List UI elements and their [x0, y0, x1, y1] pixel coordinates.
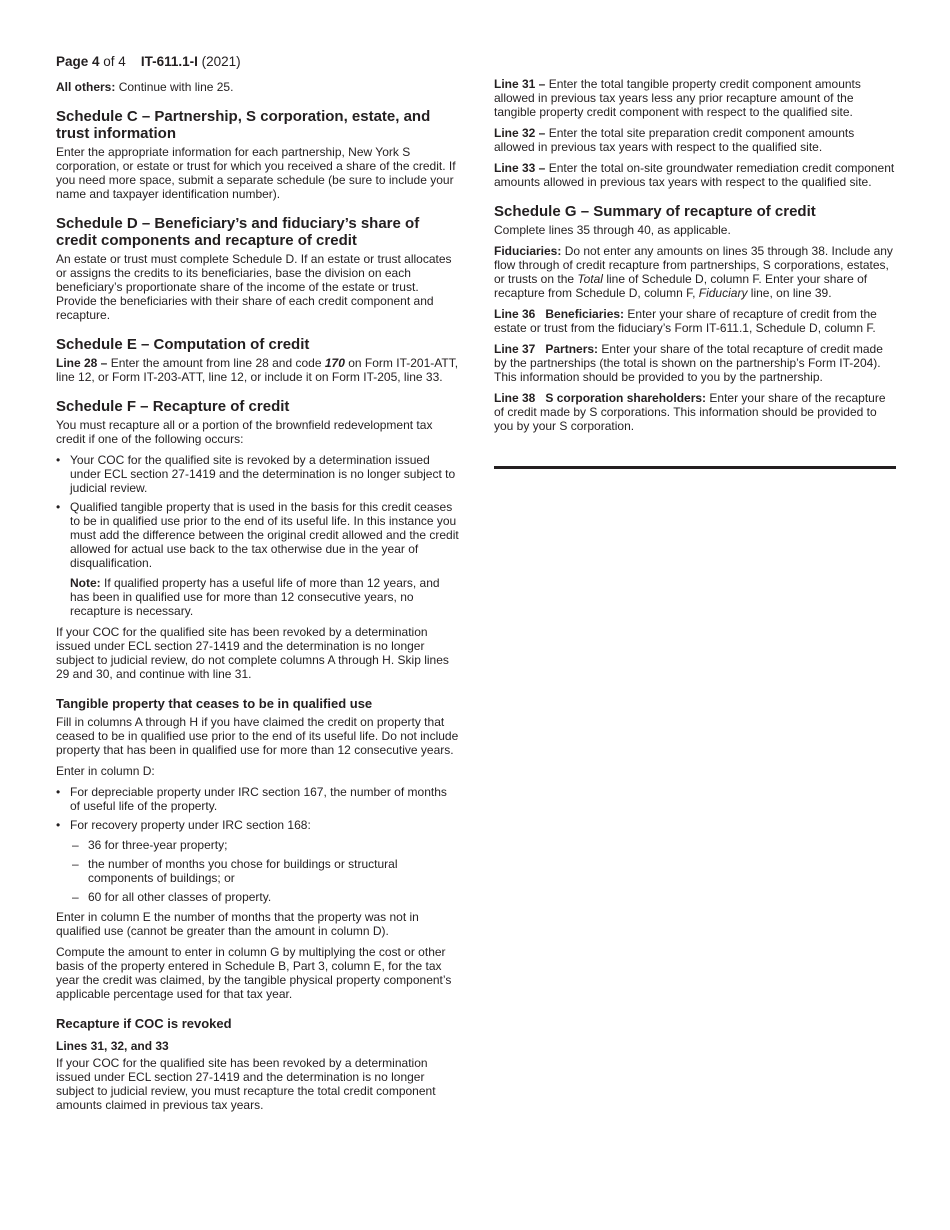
- line-28-para: Line 28 – Enter the amount from line 28 and code 170 on Form IT-201-ATT, line 12, or Form IT-203-ATT, line 12, or include it on Form IT-205, line 33.: [56, 356, 459, 384]
- page-header: [56, 54, 241, 69]
- schedule-g-heading: Schedule G – Summary of recapture of credit: [494, 203, 816, 220]
- column-d-intro: Enter in column D:: [56, 764, 155, 778]
- schedule-f-intro: You must recapture all or a portion of the brownfield redevelopment tax credit if one of the following occurs:: [56, 418, 433, 446]
- schedule-c-heading: Schedule C – Partnership, S corporation, estate, and trust information: [56, 108, 431, 142]
- line-33-para: Line 33 – Enter the total on-site groundwater remediation credit component amounts allowed in previous tax years with respect to the qualified site.: [494, 161, 895, 189]
- form-number: IT-611.1-I: [140, 54, 198, 69]
- revoked-para: If your COC for the qualified site has been revoked by a determination issued under ECL section 27-1419 and the determination is no longer subject to judicial review, do not complete columns A through H. Skip lines 29 and 30, and continue with line 31.: [56, 625, 449, 681]
- schedule-e-heading: Schedule E – Computation of credit: [56, 336, 310, 353]
- column-e-text: Enter in column E the number of months that the property was not in qualified use (cannot be greater than the amount in column D).: [56, 910, 419, 938]
- tangible-heading: Tangible property that ceases to be in qualified use: [56, 696, 373, 711]
- schedule-d-text: An estate or trust must complete Schedule D. If an estate or trust allocates or assigns the credits to its beneficiaries, base the division on each beneficiary’s proportionate share of the income of the estate or trust. Provide the beneficiaries with their share of each credit component and recapture.: [56, 252, 452, 322]
- line-36-para: Line 36 Beneficiaries: Enter your share of recapture of credit from the estate or trust from the fiduciary’s Form IT-611.1, Schedule D, column F.: [494, 307, 877, 335]
- right-column: [494, 77, 896, 469]
- section-divider: [494, 466, 896, 469]
- list-item: – the number of months you chose for buildings or structural components of buildings; or: [56, 857, 460, 885]
- list-item: • For depreciable property under IRC section 167, the number of months of useful life of the property.: [56, 785, 460, 813]
- page-number: Page 4: [56, 54, 100, 69]
- schedule-g-intro: Complete lines 35 through 40, as applicable.: [494, 223, 731, 237]
- line-32-para: Line 32 – Enter the total site preparation credit component amounts allowed in previous tax years with respect to the qualified site.: [494, 126, 855, 154]
- all-others-para: All others: Continue with line 25.: [56, 80, 234, 94]
- schedule-f-list: [56, 453, 460, 570]
- list-item: – 60 for all other classes of property.: [56, 890, 460, 904]
- line-37-para: Line 37 Partners: Enter your share of the total recapture of credit made by the partnerships (the total is shown on the partnership’s Form IT-204). This information should be provided to you by the partnership.: [494, 342, 883, 384]
- recapture-heading: Recapture if COC is revoked: [56, 1016, 232, 1031]
- recovery-property-list: [56, 838, 460, 904]
- column-d-list: [56, 785, 460, 832]
- schedule-c-text: Enter the appropriate information for each partnership, New York S corporation, or estate or trust for which you received a share of the credit. If you need more space, submit a separate schedule (be sure to include your name and taxpayer identification number).: [56, 145, 456, 201]
- note-para: Note: If qualified property has a useful life of more than 12 years, and has been in qualified use for more than 12 consecutive years, no recapture is necessary.: [70, 576, 440, 618]
- lines-31-33-heading: Lines 31, 32, and 33: [56, 1039, 169, 1053]
- list-item: – 36 for three-year property;: [56, 838, 460, 852]
- left-column: [56, 80, 460, 1119]
- list-item: • Your COC for the qualified site is revoked by a determination issued under ECL section 27-1419 and the determination is no longer subject to judicial review.: [56, 453, 460, 495]
- lines-31-33-text: If your COC for the qualified site has been revoked by a determination issued under ECL section 27-1419 and the determination is no longer subject to judicial review, you must recapture the total credit component amounts claimed in previous tax years.: [56, 1056, 436, 1112]
- schedule-d-heading: Schedule D – Beneficiary’s and fiduciary’s share of credit components and recapture of credit: [56, 215, 420, 249]
- line-38-para: Line 38 S corporation shareholders: Enter your share of the recapture of credit made by S corporations. This information should be provided to you by your S corporation.: [494, 391, 886, 433]
- page-count: of 4: [103, 54, 126, 69]
- tangible-text: Fill in columns A through H if you have claimed the credit on property that ceased to be in qualified use prior to the end of its useful life. Do not include property that has been in qualified use for more than 12 consecutive years.: [56, 715, 459, 757]
- list-item: • Qualified tangible property that is used in the basis for this credit ceases to be in qualified use prior to the end of its useful life. In this instance you must add the difference between the original credit allowed and the credit allowed for actual use back to the tax otherwise due in the year of disqualification.: [56, 500, 460, 570]
- form-year: (2021): [201, 54, 241, 69]
- fiduciaries-para: Fiduciaries: Do not enter any amounts on lines 35 through 38. Include any flow through of credit recapture from partnerships, S corporations, estates, or trusts on the Total line of Schedule D, column F. Enter your share of recapture from Schedule D, column F, Fiduciary line, on line 39.: [494, 244, 893, 300]
- list-item: • For recovery property under IRC section 168:: [56, 818, 460, 832]
- column-g-text: Compute the amount to enter in column G by multiplying the cost or other basis of the property entered in Schedule B, Part 3, column E, for the tax year the credit was claimed, by the tangible physical property component’s applicable percentage used for that tax year.: [56, 945, 452, 1001]
- schedule-f-heading: Schedule F – Recapture of credit: [56, 398, 290, 415]
- line-31-para: Line 31 – Enter the total tangible property credit component amounts allowed in previous tax years less any prior recapture amount of the tangible property credit component with respect to the qualified site.: [494, 77, 861, 119]
